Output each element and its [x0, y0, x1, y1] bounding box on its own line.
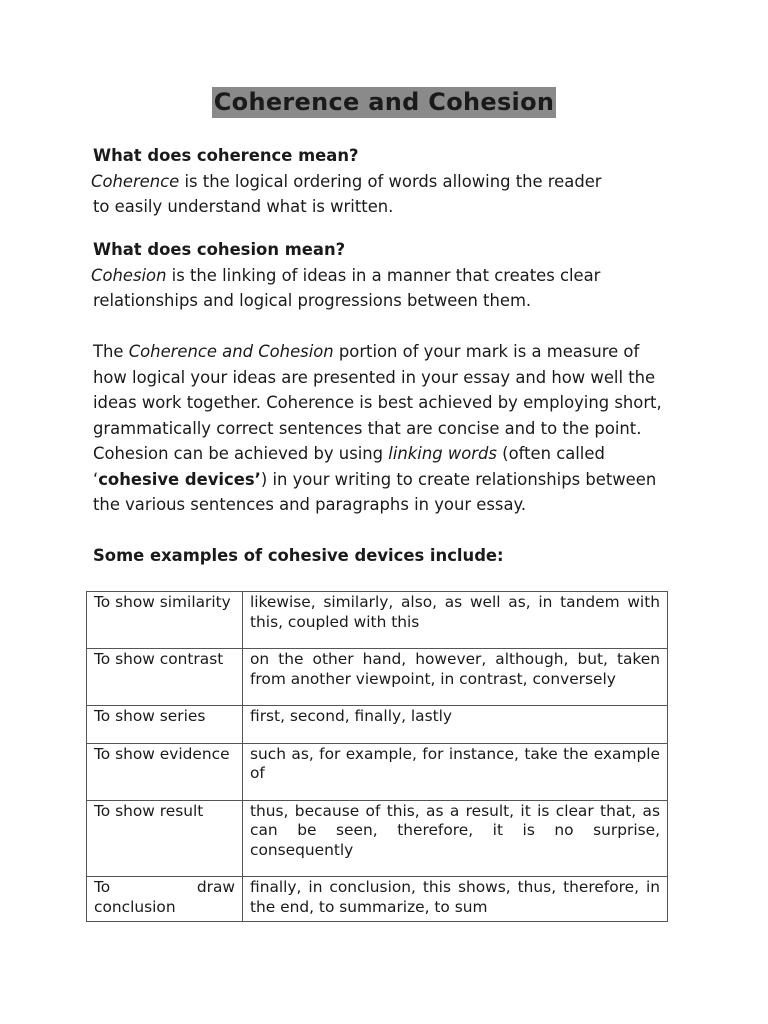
cohesion-term: Cohesion — [91, 265, 167, 285]
table-row — [87, 743, 668, 800]
title-container — [0, 87, 768, 118]
devices-cell: first, second, finally, lastly — [243, 706, 668, 744]
page-title: Coherence and Cohesion — [213, 88, 555, 116]
purpose-cell: To draw conclusion — [87, 877, 243, 922]
cohesive-devices-table — [86, 591, 668, 922]
devices-cell: on the other hand, however, although, but, taken from another viewpoint, in contrast, conversely — [243, 649, 668, 706]
purpose-cell: To show evidence — [87, 743, 243, 800]
cohesion-section — [93, 237, 683, 314]
coherence-section — [93, 143, 683, 220]
cohesion-definition-line2: relationships and logical progressions between them. — [93, 291, 532, 310]
examples-heading: Some examples of cohesive devices include: — [93, 546, 504, 565]
paragraph-part3: (often called ‘ — [93, 444, 605, 489]
table-row — [87, 877, 668, 922]
devices-cell: such as, for example, for instance, take the example of — [243, 743, 668, 800]
purpose-cell: To show series — [87, 706, 243, 744]
table-row — [87, 649, 668, 706]
paragraph-part2: portion of your mark is a measure of how logical your ideas are presented in your essay and how well the ideas work together. Coherence is best achieved by employing short, grammatically correct sentences that are concise and to the point. Cohesion can be achieved by using — [93, 342, 662, 463]
table-row — [87, 706, 668, 744]
cohesion-definition-line1: is the linking of ideas in a manner that creates clear — [166, 265, 601, 285]
purpose-cell: To show result — [87, 800, 243, 877]
devices-cell: likewise, similarly, also, as well as, in tandem with this, coupled with this — [243, 592, 668, 649]
explanation-paragraph — [93, 339, 675, 518]
paragraph-part4: ) in your writing to create relationships between the various sentences and paragraphs in your essay. — [93, 469, 657, 514]
paragraph-italic-section-name: Coherence and Cohesion — [128, 342, 334, 361]
coherence-definition-line1: is the logical ordering of words allowing the reader — [179, 171, 602, 191]
coherence-definition-line2: to easily understand what is written. — [93, 197, 394, 216]
devices-cell: finally, in conclusion, this shows, thus, therefore, in the end, to summarize, to sum — [243, 877, 668, 922]
paragraph-italic-linking-words: linking words — [388, 444, 497, 463]
purpose-cell: To show contrast — [87, 649, 243, 706]
coherence-definition — [91, 169, 683, 195]
table-row — [87, 800, 668, 877]
cohesion-definition — [91, 263, 683, 289]
cohesion-question-heading: What does cohesion mean? — [93, 240, 346, 259]
purpose-cell: To show similarity — [87, 592, 243, 649]
paragraph-bold-cohesive-devices: cohesive devices’ — [98, 469, 261, 489]
table-row — [87, 592, 668, 649]
coherence-term: Coherence — [91, 171, 180, 191]
coherence-question-heading: What does coherence mean? — [93, 146, 359, 165]
devices-cell: thus, because of this, as a result, it is clear that, as can be seen, therefore, it is no surprise, consequently — [243, 800, 668, 877]
paragraph-part1: The — [93, 342, 129, 361]
